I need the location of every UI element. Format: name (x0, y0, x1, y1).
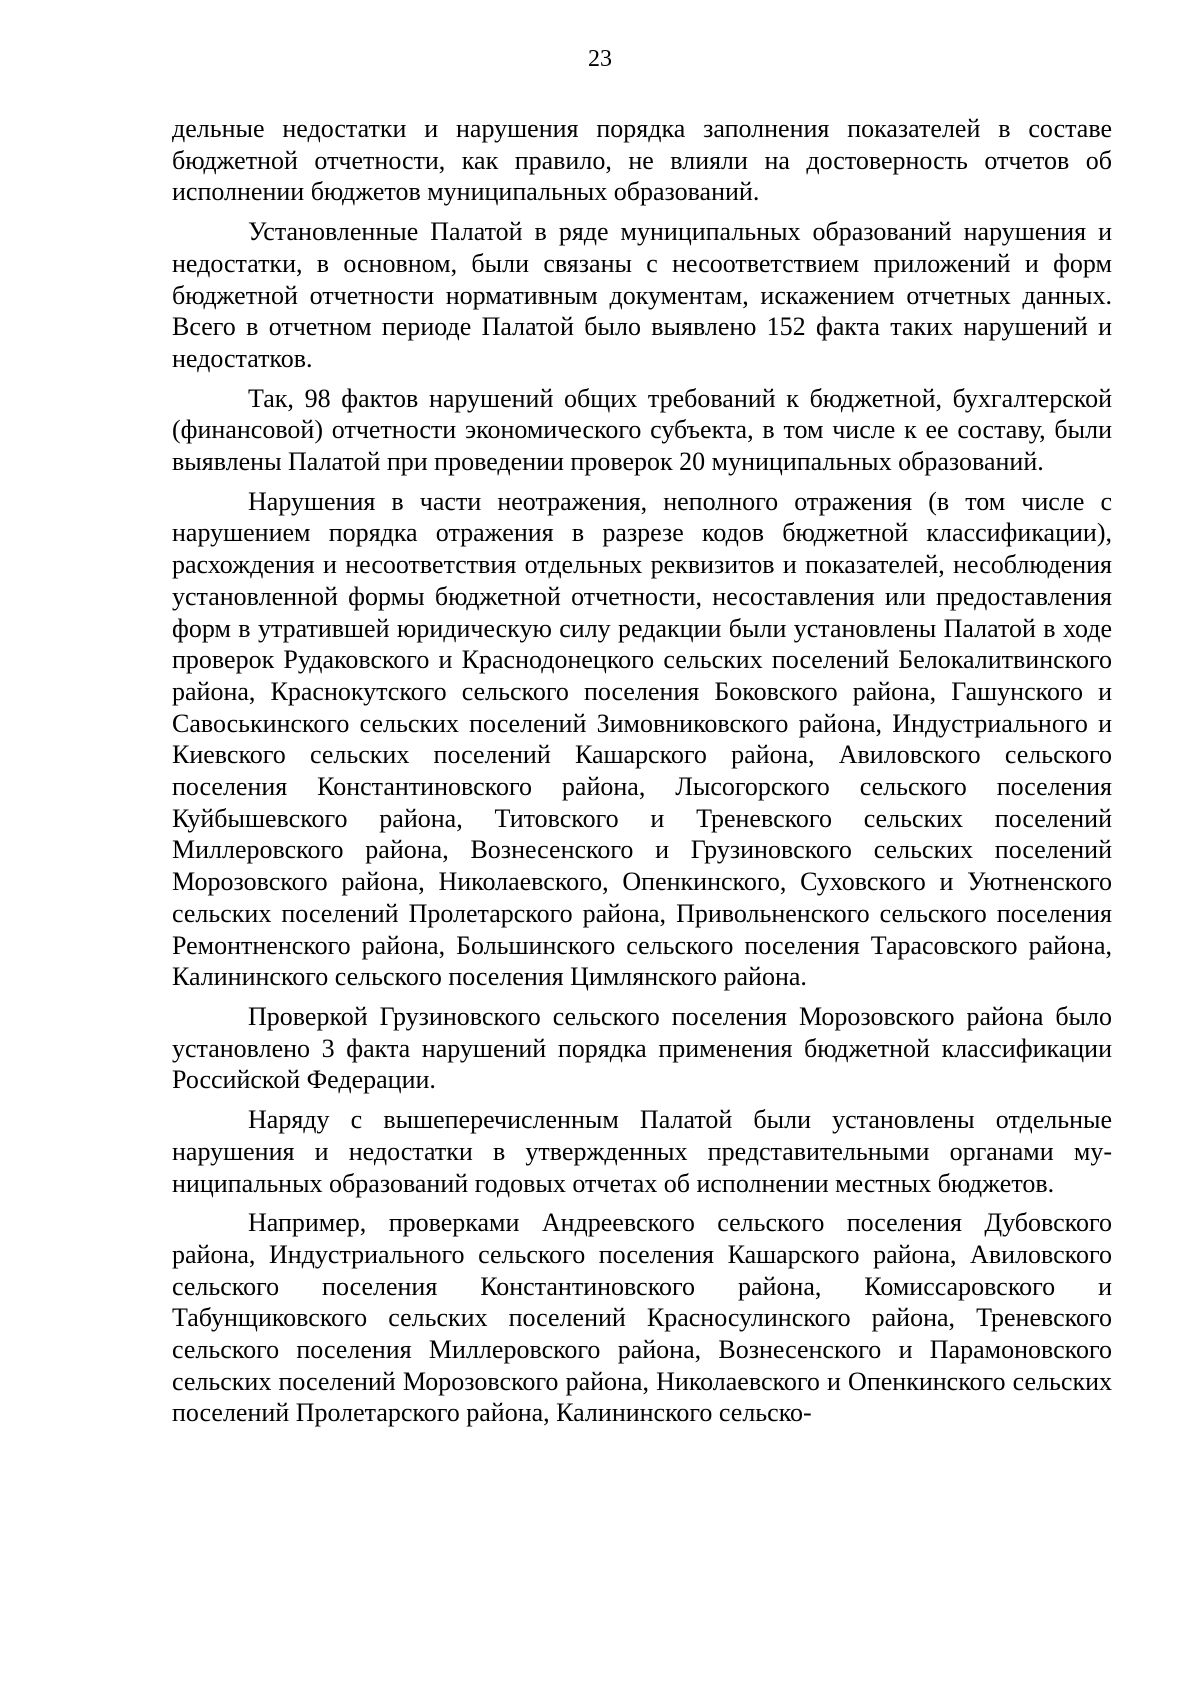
paragraph: Установленные Палатой в ряде муниципальных образований нарушения и недостатки, в основном, были связаны с несоответствием приложений и форм бюджетной отчетности нормативным документам, искажением отчетных данных. Всего в отчетном периоде Палатой было выявлено 152 факта таких нарушений и недостатков. (172, 217, 1112, 373)
paragraph: Например, проверками Андреевского сельского поселения Дубовского района, Индустриального сельского поселения Кашарского района, Авиловского сельского поселения Константиновского района, Комиссаровского и Табунщиковского сельских поселений Красносулинского района, Треневского сельского поселения Миллеровского района, Вознесенского и Парамоновского сельских поселений Морозовского района, Николаевского и Опенкинского сельских поселений Пролетарского района, Калининского сельско- (172, 1208, 1112, 1428)
body-text (172, 113, 1112, 1437)
paragraph: Так, 98 фактов нарушений общих требований к бюджетной, бухгалтерской (финансовой) отчетности экономического субъекта, в том числе к ее составу, были выявлены Палатой при проведении проверок 20 муниципальных образований. (172, 383, 1112, 477)
paragraph: дельные недостатки и нарушения порядка заполнения показателей в составе бюджетной отчетности, как правило, не влияли на достоверность отчетов об исполнении бюджетов муниципальных образований. (172, 114, 1112, 207)
paragraph: Нарушения в части неотражения, неполного отражения (в том числе с нарушением порядка отражения в разрезе кодов бюджетной классификации), расхождения и несоответствия отдельных реквизитов и показателей, несоблюдения установленной формы бюджетной отчетности, несоставления или предоставления форм в утратившей юридическую силу редакции были установлены Палатой в ходе проверок Рудаковского и Краснодонецкого сельских поселений Белокалитвинского района, Краснокутского сельского поселения Боковского района, Гашунского и Савоськинского сельских поселений Зимовниковского района, Индустриального и Киевского сельских поселений Кашарского района, Авиловского сельского поселения Константиновского района, Лысогорского сельского поселения Куйбышевского района, Титовского и Треневского сельских поселений Миллеровского района, Вознесенского и Грузиновского сельских поселений Морозовского района, Николаевского, Опенкинского, Суховского и Уютненского сельских поселений Пролетарского района, Привольненского сельского поселения Ремонтненского района, Большинского сельского поселения Тарасовского района, Калининского сельского поселения Цимлянского района. (172, 486, 1112, 992)
paragraph: Наряду с вышеперечисленным Палатой были установлены отдельные нарушения и недостатки в утвержденных представительными органами муниципальных образований годовых отчетах об исполнении местных бюджетов. (172, 1105, 1112, 1198)
paragraph: Проверкой Грузиновского сельского поселения Морозовского района было установлено 3 факта нарушений порядка применения бюджетной классификации Российской Федерации. (172, 1001, 1112, 1095)
page-number: 23 (588, 46, 612, 72)
